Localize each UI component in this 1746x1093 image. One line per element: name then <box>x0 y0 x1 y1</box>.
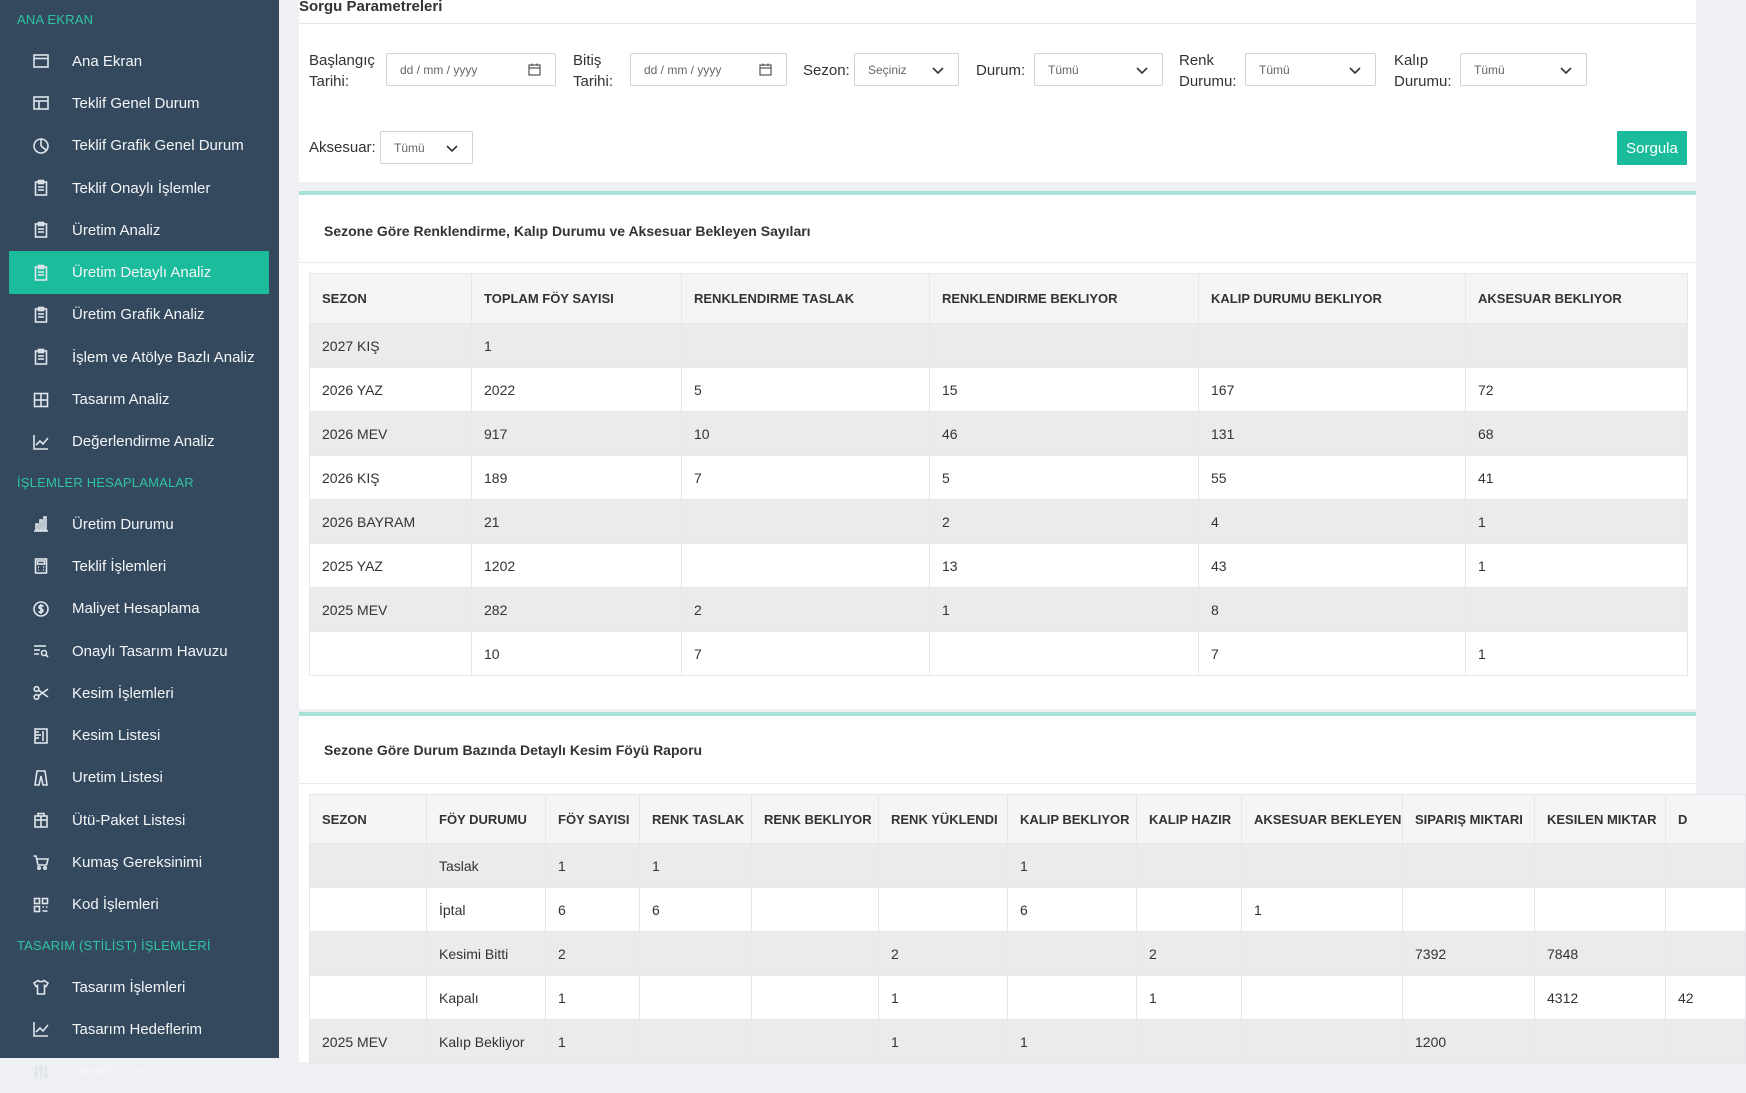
table-cell: 1 <box>546 844 640 888</box>
line-chart-icon <box>30 431 52 453</box>
season-summary-panel <box>299 191 1696 709</box>
season-summary-table <box>309 273 1688 676</box>
sidebar-item-label: Üretim Detaylı Analiz <box>72 264 212 282</box>
table-cell: 2 <box>682 588 930 632</box>
table-cell: 55 <box>1199 456 1466 500</box>
sidebar-item-tasar-m-hedeflerim[interactable] <box>0 1008 279 1050</box>
table-cell: 7392 <box>1403 932 1535 976</box>
column-header[interactable]: KALIP DURUMU BEKLIYOR <box>1199 274 1466 324</box>
sidebar-item-label: Teklif İşlemleri <box>72 557 167 575</box>
divider <box>299 783 1696 784</box>
end-date-input[interactable] <box>630 53 787 86</box>
clipboard-icon <box>30 304 52 326</box>
accessory-label: Aksesuar: <box>309 139 376 156</box>
table-cell: 7 <box>682 456 930 500</box>
sidebar-item-label: Tasarım İşlemleri <box>72 978 186 996</box>
table-row <box>310 544 1688 588</box>
table-cell <box>640 932 752 976</box>
sidebar-item-label: Kesim Listesi <box>72 727 161 745</box>
sidebar-section-title: İŞLEMLER HESAPLAMALAR <box>17 474 194 490</box>
table-cell: 1 <box>879 976 1008 1020</box>
sidebar-item-label: Üretim Durumu <box>72 515 174 533</box>
table-cell <box>1666 1020 1746 1064</box>
sidebar-item-retim-analiz[interactable] <box>0 209 279 251</box>
sidebar-item-label: Ütü-Paket Listesi <box>72 811 186 829</box>
table-cell: 1 <box>930 588 1199 632</box>
sidebar-item-ana-ekran[interactable] <box>0 40 279 82</box>
sidebar-item-label: Kesim İşlemleri <box>72 684 174 702</box>
table-cell <box>682 500 930 544</box>
cart-icon <box>30 851 52 873</box>
panel-title: Sezone Göre Renklendirme, Kalıp Durumu ve Aksesuar Bekleyen Sayıları <box>324 223 811 239</box>
column-header[interactable]: SEZON <box>310 274 472 324</box>
start-date-placeholder: dd / mm / yyyy <box>400 62 478 77</box>
sidebar <box>0 0 279 1081</box>
table-cell <box>310 632 472 676</box>
table-cell: 1 <box>1466 500 1688 544</box>
table-cell: 10 <box>472 632 682 676</box>
pie-chart-icon <box>30 135 52 157</box>
table-cell: Kalıp Bekliyor <box>427 1020 546 1064</box>
table-row <box>310 500 1688 544</box>
list-search-icon <box>30 640 52 662</box>
table-cell <box>640 976 752 1020</box>
table-cell <box>1466 588 1688 632</box>
table-row <box>310 588 1688 632</box>
column-header[interactable]: KALIP HAZIR <box>1137 795 1242 844</box>
table-cell: 1 <box>1242 888 1403 932</box>
table-cell <box>1242 976 1403 1020</box>
status-label: Durum: <box>976 62 1026 79</box>
panel-title: Sezone Göre Durum Bazında Detaylı Kesim Föyü Raporu <box>324 742 703 758</box>
start-date-label <box>309 50 375 92</box>
divider <box>299 23 1696 24</box>
sidebar-item-label: Onaylı Tasarım Havuzu <box>72 642 228 660</box>
table-cell: Taslak <box>427 844 546 888</box>
table-cell: 46 <box>930 412 1199 456</box>
sidebar-item-hedef-giri-i[interactable] <box>0 1051 279 1093</box>
table-cell: 282 <box>472 588 682 632</box>
table-cell: 2 <box>879 932 1008 976</box>
sidebar-section-title: TASARIM (STİLİST) İŞLEMLERİ <box>17 937 211 953</box>
table-row <box>310 632 1688 676</box>
table-cell <box>879 888 1008 932</box>
table-cell: 1200 <box>1403 1020 1535 1064</box>
table-cell: 43 <box>1199 544 1466 588</box>
table-cell: 7 <box>682 632 930 676</box>
table-cell: 167 <box>1199 368 1466 412</box>
sidebar-item-label: Maliyet Hesaplama <box>72 600 200 618</box>
sidebar-item-t-paket-listesi[interactable] <box>0 799 279 841</box>
sidebar-item-tasar-m-i-lemleri[interactable] <box>0 966 279 1008</box>
table-cell <box>879 844 1008 888</box>
cutting-report-panel <box>299 712 1696 1062</box>
mold-status-label <box>1394 50 1452 92</box>
column-header[interactable]: RENK YÜKLENDI <box>879 795 1008 844</box>
clipboard-icon <box>30 262 52 284</box>
grid-icon <box>30 389 52 411</box>
season-label: Sezon: <box>803 62 850 79</box>
sidebar-item-maliyet-hesaplama[interactable] <box>0 588 279 630</box>
table-row <box>310 412 1688 456</box>
sidebar-item-kesim-listesi[interactable] <box>0 714 279 756</box>
table-cell <box>1137 888 1242 932</box>
table-cell <box>1008 932 1137 976</box>
table-cell <box>1666 888 1746 932</box>
color-status-select-value: Tümü <box>1259 62 1290 77</box>
table-cell <box>1666 932 1746 976</box>
column-header[interactable]: KESILEN MIKTAR <box>1535 795 1666 844</box>
end-date-label-line1: Bitiş <box>573 52 602 69</box>
sidebar-item-label: Tasarım Analiz <box>72 391 170 409</box>
table-cell: 13 <box>930 544 1199 588</box>
table-cell <box>640 1020 752 1064</box>
dollar-icon <box>30 598 52 620</box>
table-cell <box>1137 844 1242 888</box>
end-date-label <box>573 50 613 92</box>
table-cell: 7 <box>1199 632 1466 676</box>
table-cell: 131 <box>1199 412 1466 456</box>
sidebar-item-label: Üretim Grafik Analiz <box>72 306 205 324</box>
sidebar-item-i-lem-ve-at-lye-bazl-analiz[interactable] <box>0 336 279 378</box>
clipboard-icon <box>30 219 52 241</box>
color-status-select[interactable] <box>1245 53 1376 86</box>
shirt-icon <box>30 976 52 998</box>
table-cell: 1 <box>1008 844 1137 888</box>
sidebar-item-teklif-i-lemleri[interactable] <box>0 545 279 587</box>
chevron-down-icon <box>932 64 944 78</box>
table-cell: 1 <box>546 976 640 1020</box>
column-header[interactable]: RENK BEKLIYOR <box>752 795 879 844</box>
table-cell <box>1137 1020 1242 1064</box>
table-cell: 1 <box>1008 1020 1137 1064</box>
chevron-down-icon <box>1136 64 1148 78</box>
line-chart-icon <box>30 1018 52 1040</box>
layout-icon <box>30 92 52 114</box>
column-header[interactable]: SEZON <box>310 795 427 844</box>
table-cell: İptal <box>427 888 546 932</box>
clipboard-icon <box>30 346 52 368</box>
table-cell: 42 <box>1666 976 1746 1020</box>
table-row <box>310 456 1688 500</box>
table-cell: 4 <box>1199 500 1466 544</box>
end-date-label-line2: Tarihi: <box>573 73 614 90</box>
column-header[interactable]: RENKLENDIRME TASLAK <box>682 274 930 324</box>
accessory-select[interactable] <box>380 131 473 164</box>
table-cell <box>1242 844 1403 888</box>
table-cell: 6 <box>546 888 640 932</box>
table-row <box>310 932 1746 976</box>
table-cell <box>1403 976 1535 1020</box>
sidebar-item-onayl-tasar-m-havuzu[interactable] <box>0 630 279 672</box>
table-cell <box>1466 324 1688 368</box>
table-cell <box>310 844 427 888</box>
color-status-label-line2: Durumu: <box>1179 73 1237 90</box>
mold-status-select-value: Tümü <box>1474 62 1505 77</box>
table-cell: 2025 MEV <box>310 1020 427 1064</box>
sidebar-item-kesim-i-lemleri[interactable] <box>0 672 279 714</box>
table-cell: 1 <box>640 844 752 888</box>
table-cell: 72 <box>1466 368 1688 412</box>
table-cell: 2 <box>1137 932 1242 976</box>
table-cell: 2 <box>546 932 640 976</box>
color-status-label-line1: Renk <box>1179 52 1215 69</box>
table-cell <box>1242 932 1403 976</box>
table-cell: 917 <box>472 412 682 456</box>
table-cell <box>682 324 930 368</box>
table-cell: Kesimi Bitti <box>427 932 546 976</box>
sidebar-item-label: Teklif Genel Durum <box>72 94 200 112</box>
end-date-placeholder: dd / mm / yyyy <box>644 62 722 77</box>
sliders-icon <box>30 1061 52 1083</box>
table-cell: 4312 <box>1535 976 1666 1020</box>
sidebar-section-title: ANA EKRAN <box>17 12 94 27</box>
sidebar-item-retim-durumu[interactable] <box>0 503 279 545</box>
sidebar-item-label: Kumaş Gereksinimi <box>72 853 203 871</box>
table-cell: 41 <box>1466 456 1688 500</box>
sidebar-item-label: Teklif Onaylı İşlemler <box>72 179 211 197</box>
table-cell: 2026 BAYRAM <box>310 500 472 544</box>
table-header-row <box>310 274 1688 324</box>
query-parameters-panel <box>299 0 1696 182</box>
table-cell <box>310 888 427 932</box>
table-cell: 1 <box>879 1020 1008 1064</box>
sidebar-item-label: İşlem ve Atölye Bazlı Analiz <box>72 348 255 366</box>
table-cell: 1 <box>472 324 682 368</box>
sidebar-item-tasar-m-analiz[interactable] <box>0 378 279 420</box>
table-cell <box>682 544 930 588</box>
table-cell: 1 <box>1137 976 1242 1020</box>
table-cell: 10 <box>682 412 930 456</box>
sidebar-item-retim-detayl-analiz[interactable] <box>9 251 269 293</box>
column-header[interactable]: AKSESUAR BEKLEYEN <box>1242 795 1403 844</box>
table-cell <box>1535 844 1666 888</box>
column-header[interactable]: RENKLENDIRME BEKLIYOR <box>930 274 1199 324</box>
table-cell <box>752 1020 879 1064</box>
sidebar-item-label: Değerlendirme Analiz <box>72 433 215 451</box>
table-cell <box>752 844 879 888</box>
table-row <box>310 976 1746 1020</box>
sidebar-item-teklif-genel-durum[interactable] <box>0 82 279 124</box>
status-select-value: Tümü <box>1048 62 1079 77</box>
table-cell <box>1535 1020 1666 1064</box>
sidebar-item-teklif-grafik-genel-durum[interactable] <box>0 125 279 167</box>
table-cell <box>1242 1020 1403 1064</box>
sidebar-item-label: Ana Ekran <box>72 52 143 70</box>
table-cell: 15 <box>930 368 1199 412</box>
column-header[interactable]: KALIP BEKLIYOR <box>1008 795 1137 844</box>
mold-status-select[interactable] <box>1460 53 1587 86</box>
calendar-icon[interactable] <box>528 63 541 79</box>
sidebar-item-label: Hedef Girişi <box>72 1063 151 1081</box>
sidebar-item-de-erlendirme-analiz[interactable] <box>0 421 279 463</box>
cutting-report-table <box>309 794 1746 1064</box>
start-date-label-line2: Tarihi: <box>309 73 350 90</box>
sidebar-item-teklif-onayl-i-lemler[interactable] <box>0 167 279 209</box>
table-cell: 1 <box>1466 632 1688 676</box>
query-button[interactable]: Sorgula <box>1617 131 1687 165</box>
params-title: Sorgu Parametreleri <box>299 0 443 15</box>
clipboard-icon <box>30 177 52 199</box>
qr-code-icon <box>30 894 52 916</box>
table-row <box>310 888 1746 932</box>
chevron-down-icon <box>446 142 458 156</box>
sidebar-item-kod-i-lemleri[interactable] <box>0 884 279 926</box>
sidebar-item-label: Uretim Listesi <box>72 769 163 787</box>
color-status-label <box>1179 50 1237 92</box>
sidebar-item-label: Kod İşlemleri <box>72 896 159 914</box>
calendar-icon[interactable] <box>759 63 772 79</box>
table-cell <box>310 932 427 976</box>
sidebar-item-label: Üretim Analiz <box>72 221 161 239</box>
sidebar-item-retim-grafik-analiz[interactable] <box>0 294 279 336</box>
table-cell: 1 <box>546 1020 640 1064</box>
column-header[interactable]: SIPARIŞ MIKTARI <box>1403 795 1535 844</box>
table-cell <box>1008 976 1137 1020</box>
table-cell: 6 <box>640 888 752 932</box>
column-header[interactable]: AKSESUAR BEKLIYOR <box>1466 274 1688 324</box>
table-cell <box>752 932 879 976</box>
sidebar-item-label: Tasarım Hedeflerim <box>72 1020 203 1038</box>
trousers-icon <box>30 767 52 789</box>
sidebar-item-uretim-listesi[interactable] <box>0 757 279 799</box>
accessory-select-value: Tümü <box>394 140 425 155</box>
table-cell <box>1535 888 1666 932</box>
table-cell: 2026 MEV <box>310 412 472 456</box>
table-cell <box>310 976 427 1020</box>
table-cell <box>1199 324 1466 368</box>
table-cell <box>930 324 1199 368</box>
table-cell: 2026 YAZ <box>310 368 472 412</box>
start-date-input[interactable] <box>386 53 556 86</box>
table-cell: 2025 YAZ <box>310 544 472 588</box>
start-date-label-line1: Başlangıç <box>309 52 375 69</box>
table-cell: 2025 MEV <box>310 588 472 632</box>
table-cell <box>930 632 1199 676</box>
package-icon <box>30 809 52 831</box>
window-icon <box>30 50 52 72</box>
bar-chart-icon <box>30 513 52 535</box>
column-header[interactable]: FÖY SAYISI <box>546 795 640 844</box>
table-cell: 5 <box>682 368 930 412</box>
table-cell: 2027 KIŞ <box>310 324 472 368</box>
status-select[interactable] <box>1034 53 1163 86</box>
table-cell: 6 <box>1008 888 1137 932</box>
column-header[interactable]: D <box>1666 795 1746 844</box>
column-header[interactable]: RENK TASLAK <box>640 795 752 844</box>
table-row <box>310 368 1688 412</box>
table-cell <box>1403 888 1535 932</box>
sidebar-item-label: Teklif Grafik Genel Durum <box>72 137 244 155</box>
table-cell <box>1403 844 1535 888</box>
table-cell <box>752 888 879 932</box>
table-cell: 68 <box>1466 412 1688 456</box>
ruler-icon <box>30 725 52 747</box>
table-cell <box>1666 844 1746 888</box>
sidebar-item-kuma-gereksinimi[interactable] <box>0 841 279 883</box>
table-header-row <box>310 795 1746 844</box>
calculator-icon <box>30 555 52 577</box>
table-row <box>310 844 1746 888</box>
table-cell: 189 <box>472 456 682 500</box>
table-cell: 2 <box>930 500 1199 544</box>
season-select-value: Seçiniz <box>868 62 907 77</box>
table-cell: 1 <box>1466 544 1688 588</box>
mold-status-label-line1: Kalıp <box>1394 52 1429 69</box>
table-cell: 8 <box>1199 588 1466 632</box>
table-cell: 21 <box>472 500 682 544</box>
mold-status-label-line2: Durumu: <box>1394 73 1452 90</box>
table-row <box>310 1020 1746 1064</box>
table-cell: 1202 <box>472 544 682 588</box>
table-cell: 5 <box>930 456 1199 500</box>
column-header[interactable]: TOPLAM FÖY SAYISI <box>472 274 682 324</box>
table-cell: 2026 KIŞ <box>310 456 472 500</box>
table-cell: Kapalı <box>427 976 546 1020</box>
season-select[interactable] <box>854 53 959 86</box>
divider <box>299 262 1696 263</box>
scissors-icon <box>30 682 52 704</box>
table-cell: 7848 <box>1535 932 1666 976</box>
chevron-down-icon <box>1560 64 1572 78</box>
table-row <box>310 324 1688 368</box>
column-header[interactable]: FÖY DURUMU <box>427 795 546 844</box>
table-cell <box>752 976 879 1020</box>
table-cell: 2022 <box>472 368 682 412</box>
chevron-down-icon <box>1349 64 1361 78</box>
